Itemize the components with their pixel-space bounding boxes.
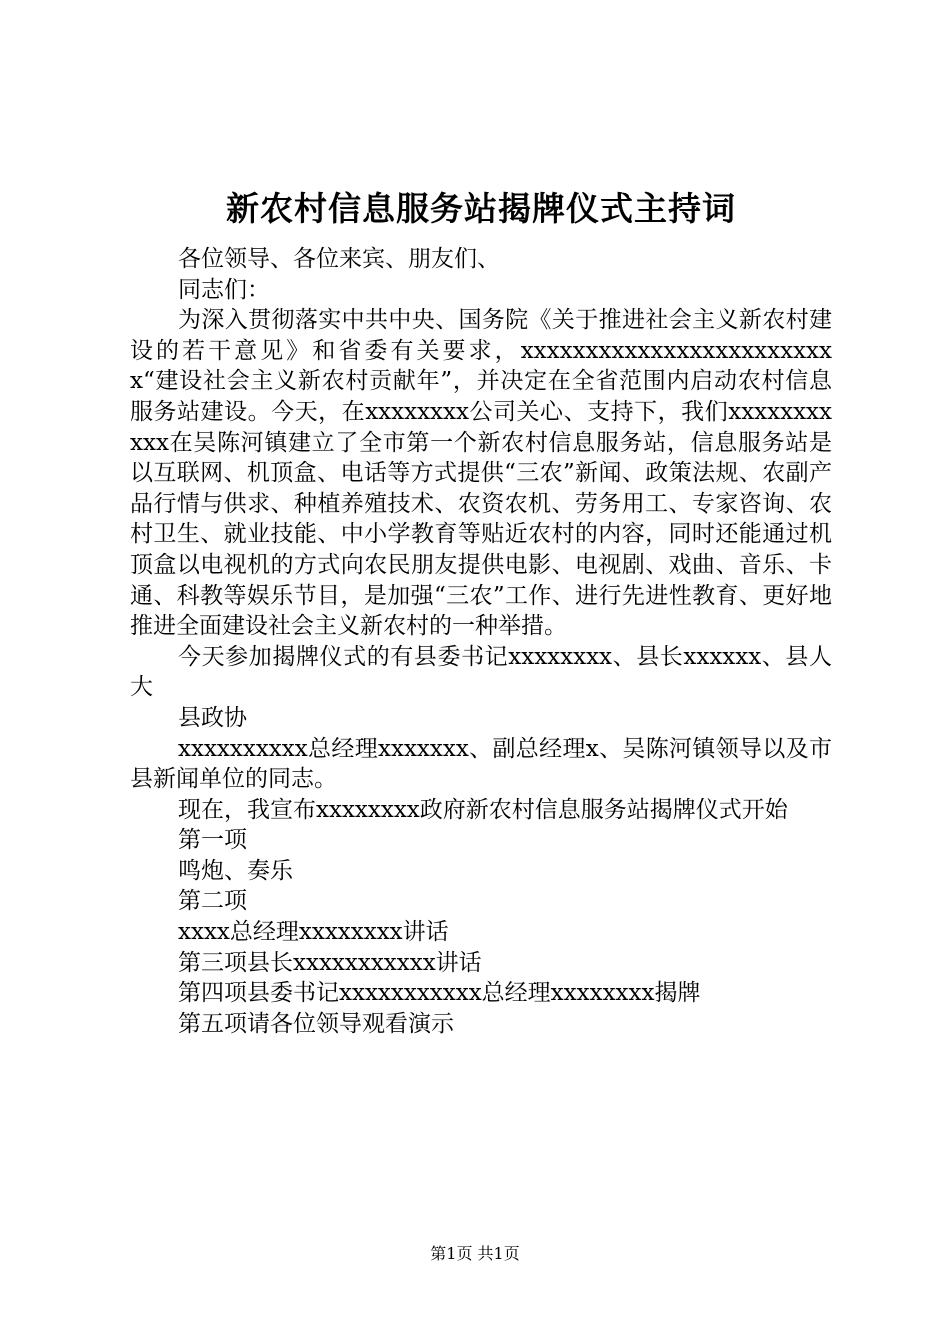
agenda-item: 第三项县长xxxxxxxxxxx讲话 — [178, 949, 482, 976]
agenda-item: 第四项县委书记xxxxxxxxxxx总经理xxxxxxxx揭牌 — [178, 980, 701, 1007]
agenda-item: 第五项请各位领导观看演示 — [178, 1010, 454, 1037]
salutation-line: 同志们： — [178, 276, 270, 303]
agenda-item: 第二项 — [178, 888, 247, 915]
agenda-item: xxxx总经理xxxxxxxx讲话 — [178, 919, 449, 946]
agenda-item: 第一项 — [178, 827, 247, 854]
body-paragraph: 今天参加揭牌仪式的有县委书记xxxxxxxx、县长xxxxxx、县人大 — [130, 643, 832, 701]
document-body — [130, 180, 832, 1039]
document-title: 新农村信息服务站揭牌仪式主持词 — [226, 189, 736, 228]
body-paragraph: xxxxxxxxxx总经理xxxxxxx、副总经理x、吴陈河镇领导以及市县新闻单位的同志。 — [130, 735, 832, 793]
body-paragraph: 为深入贯彻落实中共中央、国务院《关于推进社会主义新农村建设的若干意见》和省委有关要求，xxxxxxxxxxxxxxxxxxxxxxxxx“建设社会主义新农村贡献年”，并决定在全省范围内启动农村信息服务站建设。今天，在xxxxxxxx公司关心、支持下，我们xxxxxxxxxxx在吴陈河镇建立了全市第一个新农村信息服务站，信息服务站是以互联网、机顶盒、电话等方式提供“三农”新闻、政策法规、农副产品行情与供求、种植养殖技术、农资农机、劳务用工、专家咨询、农村卫生、就业技能、中小学教育等贴近农村的内容，同时还能通过机顶盒以电视机的方式向农民朋友提供电影、电视剧、戏曲、音乐、卡通、科教等娱乐节目，是加强“三农”工作、进行先进性教育、更好地推进全面建设社会主义新农村的一种举措。 — [130, 307, 832, 640]
salutation-line: 各位领导、各位来宾、朋友们、 — [178, 246, 500, 272]
agenda-item: 鸣炮、奏乐 — [178, 857, 293, 884]
body-paragraph: 县政协 — [178, 704, 247, 731]
body-paragraph: 现在，我宣布xxxxxxxx政府新农村信息服务站揭牌仪式开始 — [178, 796, 788, 823]
page-number-footer: 第1页 共1页 — [430, 1244, 520, 1263]
